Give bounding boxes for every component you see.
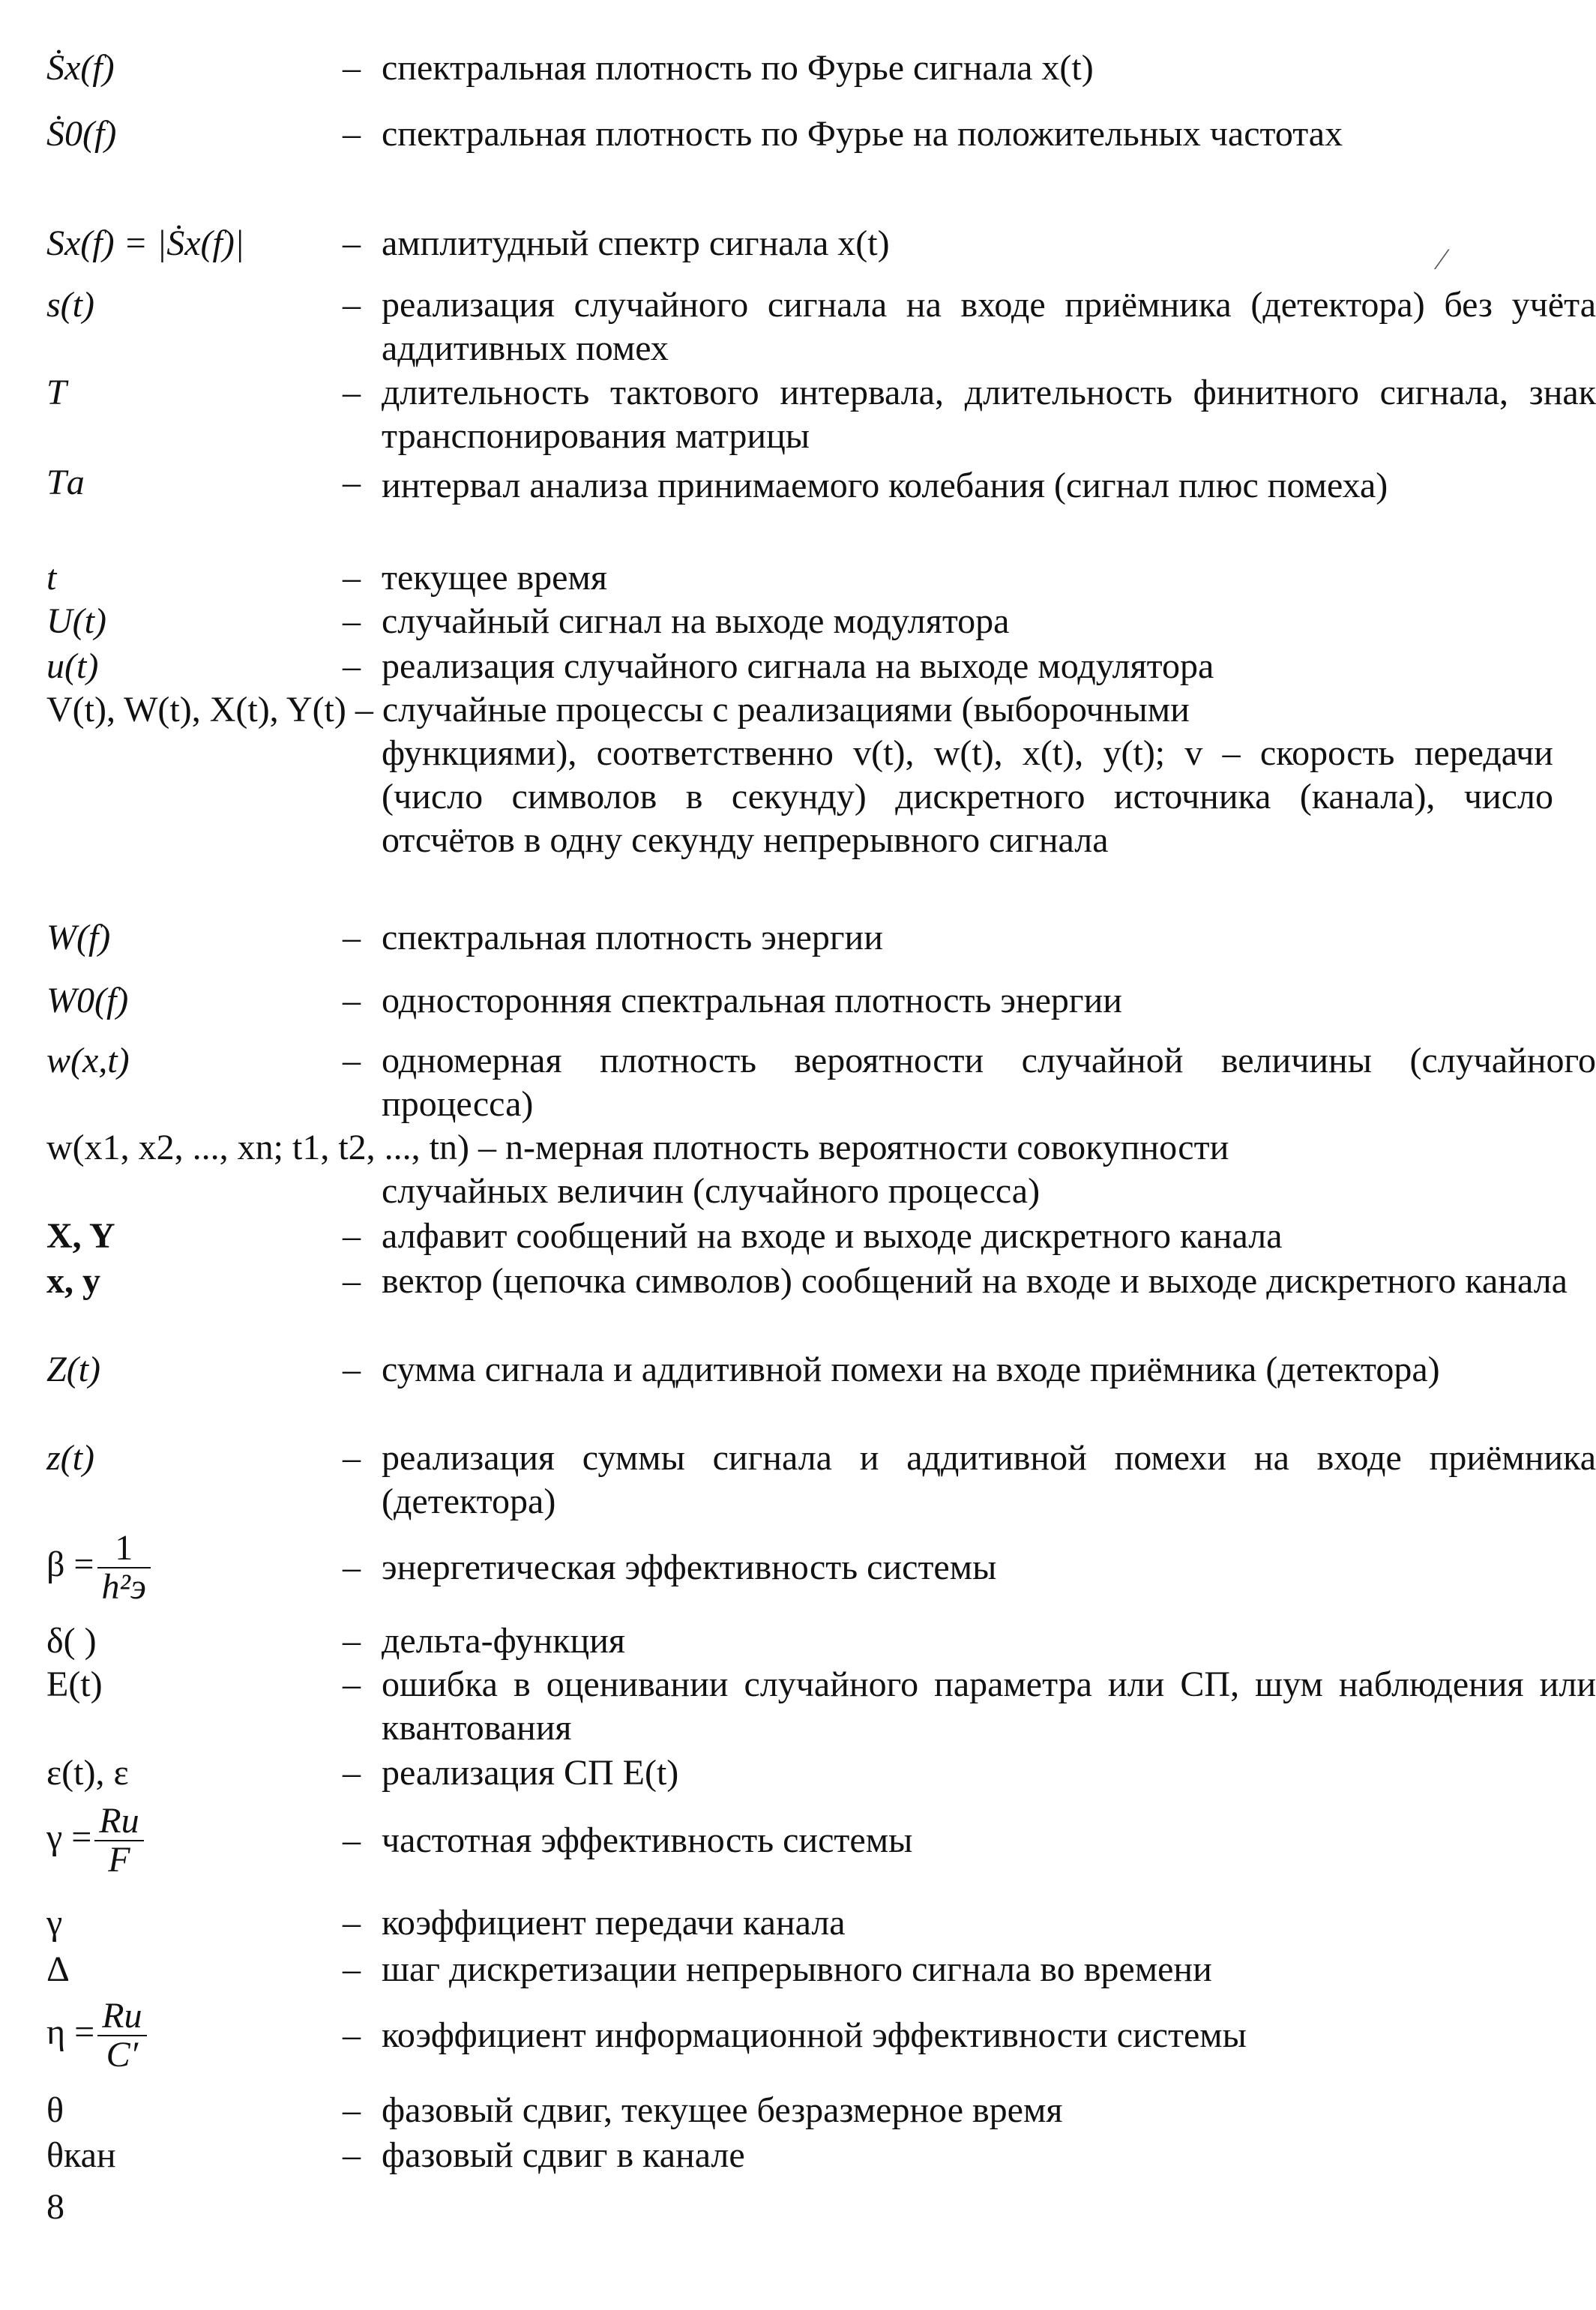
description: фазовый сдвиг, текущее безразмерное время (382, 2090, 1063, 2130)
formula-lhs: β = (46, 1544, 94, 1585)
symbol: γ (46, 1903, 63, 1943)
symbol-formula (46, 1530, 154, 1606)
dash: – (343, 48, 361, 88)
dash: – (343, 1903, 361, 1943)
description: реализация СП Ε(t) (382, 1753, 679, 1793)
symbol: θ (46, 2090, 64, 2130)
symbol: W(f) (46, 918, 111, 957)
dash: – (343, 2015, 361, 2055)
fraction-denominator: F (108, 1840, 130, 1880)
symbol: Ṡ0(f) (46, 114, 117, 154)
fraction-denominator: h²э (101, 1567, 147, 1607)
description: текущее время (382, 558, 607, 598)
formula-lhs: γ = (46, 1817, 92, 1858)
wide-entry (46, 688, 1553, 862)
entry-continuation: случайных величин (случайного процесса) (382, 1171, 1041, 1211)
description: частотная эффективность системы (382, 1820, 913, 1860)
symbol: Δ (46, 1949, 70, 1989)
dash: – (343, 1041, 361, 1080)
description: случайный сигнал на выходе модулятора (382, 601, 1010, 641)
dash: – (343, 2135, 361, 2175)
description: фазовый сдвиг в канале (382, 2135, 745, 2175)
symbol: θкан (46, 2135, 116, 2175)
fraction (97, 1997, 146, 2074)
description: спектральная плотность энергии (382, 918, 883, 957)
symbol: X, Y (46, 1216, 115, 1256)
description: вектор (цепочка символов) сообщений на входе и выходе дискретного канала (382, 1261, 1568, 1301)
description: ошибка в оценивании случайного параметра или СП, шум наблюдения или квантования (382, 1664, 1596, 1748)
entry-lead: w(x1, x2, ..., xn; t1, t2, ..., tn) – n-мерная плотность вероятности совокупности (46, 1128, 1229, 1167)
dash: – (343, 981, 361, 1020)
description: реализация суммы сигнала и аддитивной помехи на входе приёмника (детектора) (382, 1438, 1596, 1521)
description: алфавит сообщений на входе и выходе дискретного канала (382, 1216, 1283, 1256)
symbol: δ( ) (46, 1621, 97, 1661)
dash: – (343, 223, 361, 263)
symbol: Ṡx(f) (46, 48, 115, 88)
symbol: s(t) (46, 285, 94, 325)
symbol-formula (46, 1802, 147, 1879)
scan-mark: ⁄ (1439, 242, 1445, 276)
dash: – (343, 2090, 361, 2130)
dash: – (343, 463, 361, 502)
description: энергетическая эффективность системы (382, 1547, 997, 1587)
dash: – (343, 1216, 361, 1256)
entry-energy-efficiency (46, 1527, 1553, 1609)
symbol: Z(t) (46, 1350, 100, 1389)
dash: – (343, 1350, 361, 1389)
dash: – (343, 1547, 361, 1587)
entry-continuation: функциями), соответственно v(t), w(t), x(t), y(t); v – скорость передачи (число символов в секунду) дискретного источника (канала), число отсчётов в одну секунду непрерывного сигнала (382, 733, 1553, 860)
description: амплитудный спектр сигнала x(t) (382, 223, 890, 263)
symbol: U(t) (46, 601, 106, 641)
symbol: T (46, 373, 67, 412)
symbol-formula (46, 1997, 150, 2074)
symbol: x, y (46, 1261, 100, 1301)
symbol: z(t) (46, 1438, 94, 1478)
entry-lead: V(t), W(t), X(t), Y(t) – случайные процессы с реализациями (выборочными (46, 690, 1190, 730)
page-number: 8 (46, 2187, 64, 2227)
description: коэффициент информационной эффективности системы (382, 2015, 1247, 2055)
dash: – (343, 373, 361, 412)
dash: – (343, 1753, 361, 1793)
fraction-denominator: C′ (106, 2035, 139, 2075)
description: длительность тактового интервала, длительность финитного сигнала, знак транспонирования матрицы (382, 373, 1596, 456)
wide-entry (46, 1126, 1553, 1213)
symbol: Tа (46, 463, 85, 502)
fraction-numerator: Rи (97, 1997, 146, 2036)
symbol: Ε(t) (46, 1664, 103, 1704)
dash: – (343, 558, 361, 598)
dash: – (343, 601, 361, 641)
dash: – (343, 285, 361, 325)
entry-information-efficiency (46, 1994, 1553, 2077)
symbol: ε(t), ε (46, 1753, 129, 1793)
symbol: W0(f) (46, 981, 129, 1020)
fraction-numerator: 1 (97, 1530, 151, 1568)
description: односторонняя спектральная плотность энергии (382, 981, 1122, 1020)
description: сумма сигнала и аддитивной помехи на входе приёмника (детектора) (382, 1350, 1440, 1389)
description: дельта-функция (382, 1621, 625, 1661)
description: интервал анализа принимаемого колебания (сигнал плюс помеха) (382, 466, 1388, 505)
symbol: u(t) (46, 646, 99, 686)
symbol: w(x,t) (46, 1041, 130, 1080)
dash: – (343, 1949, 361, 1989)
description: реализация случайного сигнала на выходе модулятора (382, 646, 1214, 686)
fraction-numerator: Rи (94, 1802, 143, 1841)
dash: – (343, 114, 361, 154)
description: шаг дискретизации непрерывного сигнала во времени (382, 1949, 1212, 1989)
dash: – (343, 918, 361, 957)
symbol: Sx(f) = |Ṡx(f)| (46, 223, 244, 263)
dash: – (343, 646, 361, 686)
dash: – (343, 1438, 361, 1478)
description: коэффициент передачи канала (382, 1903, 846, 1943)
description: одномерная плотность вероятности случайной величины (случайного процесса) (382, 1041, 1596, 1124)
symbol: t (46, 558, 57, 598)
dash: – (343, 1664, 361, 1704)
dash: – (343, 1261, 361, 1301)
fraction (94, 1802, 143, 1879)
dash: – (343, 1820, 361, 1860)
formula-lhs: η = (46, 2012, 95, 2053)
description: спектральная плотность по Фурье сигнала x(t) (382, 48, 1094, 88)
entry-frequency-efficiency (46, 1799, 1553, 1882)
fraction (97, 1530, 151, 1606)
dash: – (343, 1621, 361, 1661)
description: реализация случайного сигнала на входе приёмника (детектора) без учёта аддитивных помех (382, 285, 1596, 368)
description: спектральная плотность по Фурье на положительных частотах (382, 114, 1343, 154)
